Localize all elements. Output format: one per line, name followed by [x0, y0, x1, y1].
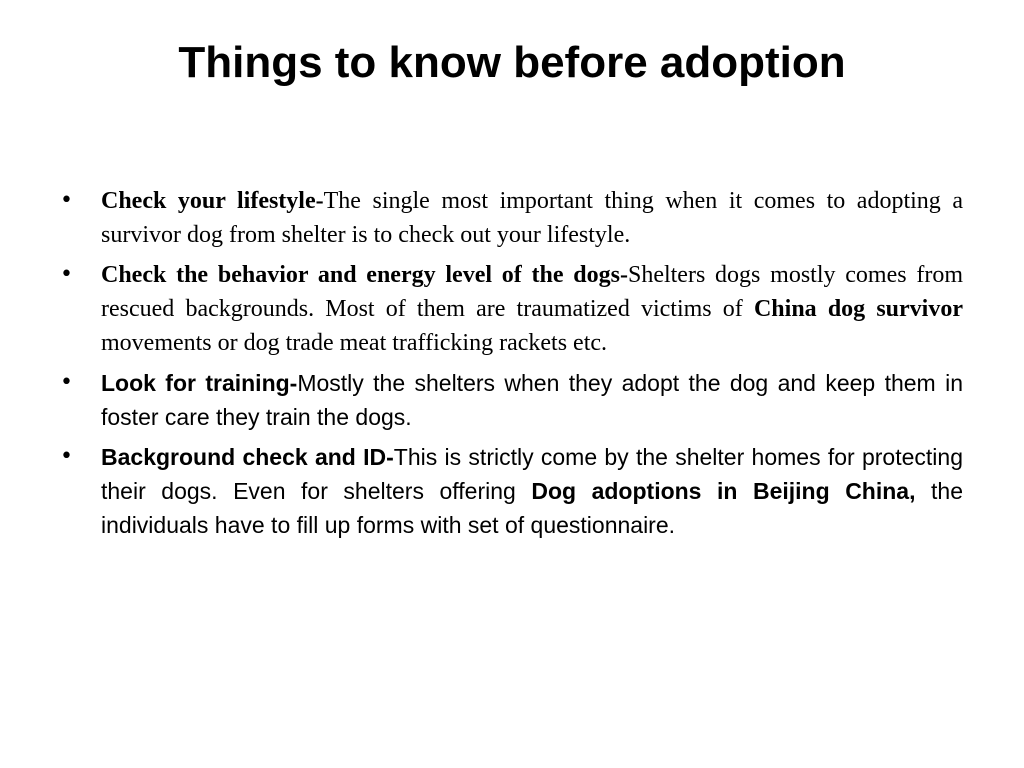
bullet-item-training	[60, 366, 963, 434]
bullet-item-lifestyle	[60, 184, 963, 252]
bullet-text: movements or dog trade meat trafficking rackets etc.	[101, 330, 608, 356]
bullet-emphasis: China dog survivor	[753, 296, 964, 322]
bullet-marker: •	[60, 370, 73, 395]
bullet-emphasis: Dog adoptions in Beijing China,	[531, 478, 916, 504]
bullet-lead: Check your lifestyle-	[101, 188, 324, 214]
bullet-item-background-check	[60, 440, 963, 542]
bullet-text: Mostly the shelters when they adopt the dog and keep them in foster care they train the dogs.	[101, 370, 963, 430]
bullet-lead: Check the behavior and energy level of the dogs-	[101, 262, 628, 288]
bullet-marker: •	[60, 188, 73, 213]
bullet-item-behavior	[60, 258, 963, 360]
bullet-text: the individuals have to fill up forms with set of questionnaire.	[101, 478, 963, 538]
bullet-marker: •	[60, 444, 73, 469]
bullet-text: This is strictly come by the shelter homes for protecting their dogs. Even for shelters offering	[101, 444, 963, 504]
bullet-list	[60, 184, 963, 548]
bullet-lead: Look for training-	[101, 370, 298, 396]
slide-title: Things to know before adoption	[178, 38, 846, 87]
bullet-text: Shelters dogs mostly comes from rescued backgrounds. Most of them are traumatized victims of	[101, 262, 963, 322]
bullet-lead: Background check and ID-	[101, 444, 394, 470]
bullet-text: The single most important thing when it comes to adopting a survivor dog from shelter is to check out your lifestyle.	[101, 188, 963, 248]
bullet-marker: •	[60, 262, 73, 287]
